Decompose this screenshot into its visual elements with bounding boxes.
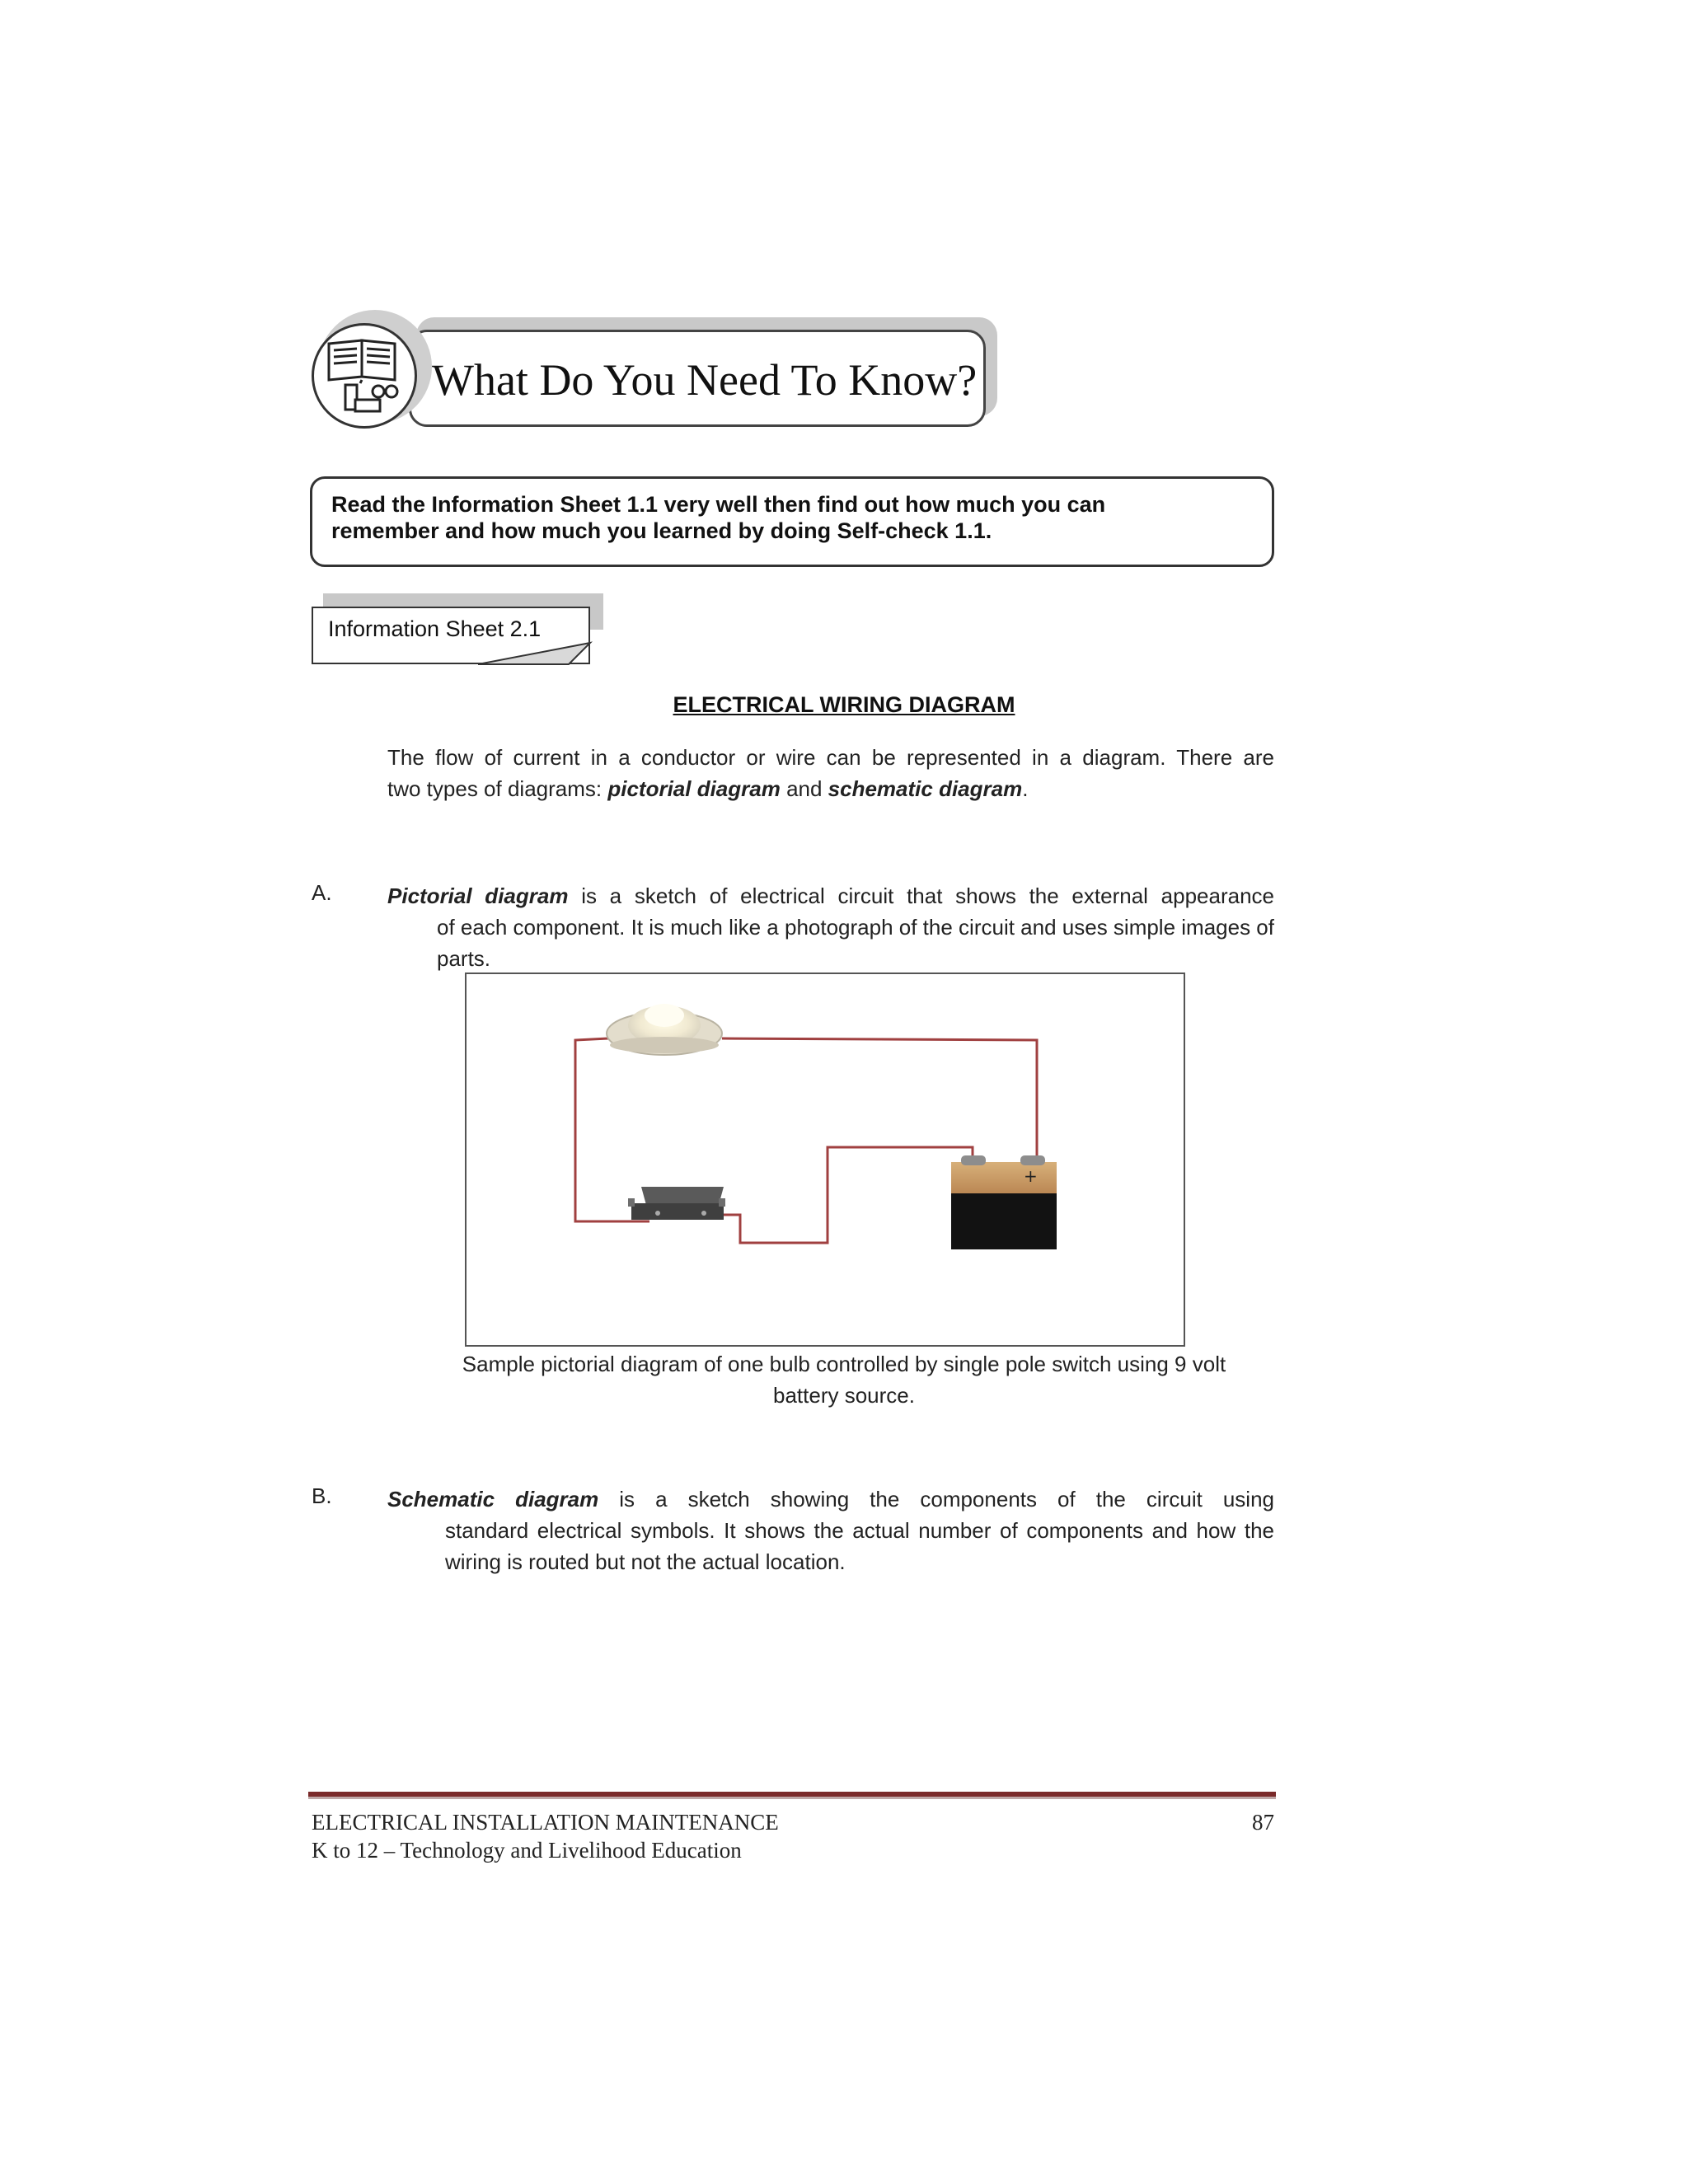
caption-line-2: battery source. [773, 1383, 915, 1408]
instruction-line-1: Read the Information Sheet 1.1 very well then find out how much you can [331, 492, 1106, 517]
footer-course-title: ELECTRICAL INSTALLATION MAINTENANCE [312, 1810, 779, 1835]
item-a-rest: of each component. It is much like a photograph of the circuit and uses simple images of parts. [437, 915, 1274, 971]
figure-caption [396, 1348, 1292, 1411]
instruction-text [331, 491, 1254, 544]
caption-line-1: Sample pictorial diagram of one bulb controlled by single pole switch using 9 volt [462, 1352, 1226, 1376]
section-title: ELECTRICAL WIRING DIAGRAM [673, 692, 1015, 717]
item-a-term: Pictorial diagram [387, 883, 569, 908]
intro-line-1: The flow of current in a conductor or wire can be represented in a diagram. There are [387, 745, 1274, 770]
intro-line-2 [387, 773, 1274, 804]
info-sheet-label: Information Sheet 2.1 [328, 616, 542, 641]
intro-text: and [780, 776, 828, 801]
item-b-text: is a sketch showing the components of the circuit using [598, 1487, 1275, 1511]
footer-rule-shadow [308, 1797, 1276, 1799]
pictorial-diagram-figure [465, 972, 1185, 1347]
switch-icon [628, 1187, 725, 1220]
item-b-marker: B. [312, 1483, 332, 1508]
item-b-term: Schematic diagram [387, 1487, 599, 1511]
footer-program: K to 12 – Technology and Livelihood Education [312, 1838, 742, 1863]
battery-plus-sign: + [1024, 1166, 1038, 1186]
battery-icon [951, 1155, 1057, 1249]
wire-left [575, 1038, 649, 1221]
bulb-icon [607, 1004, 722, 1055]
item-b-rest: standard electrical symbols. It shows the actual number of components and how the wiring is routed but not the actual location. [445, 1518, 1274, 1574]
reading-icon [312, 323, 417, 429]
item-a-line-1 [387, 880, 1274, 912]
item-a-marker: A. [312, 880, 332, 905]
page-curl-icon [478, 641, 593, 666]
item-a-text: is a sketch of electrical circuit that shows the external appearance [568, 883, 1274, 908]
book-and-person-icon [314, 326, 415, 426]
wire-bottom [714, 1147, 973, 1243]
instruction-line-2: remember and how much you learned by doing Self-check 1.1. [331, 518, 992, 543]
page-title: What Do You Need To Know? [432, 355, 978, 405]
circuit-illustration [467, 974, 1184, 1345]
page-number: 87 [1252, 1810, 1274, 1835]
term-pictorial-diagram: pictorial diagram [607, 776, 781, 801]
item-b-line-1 [387, 1483, 1274, 1515]
wire-top [722, 1038, 1037, 1164]
intro-text: . [1022, 776, 1029, 801]
term-schematic-diagram: schematic diagram [828, 776, 1023, 801]
intro-text: two types of diagrams: [387, 776, 608, 801]
